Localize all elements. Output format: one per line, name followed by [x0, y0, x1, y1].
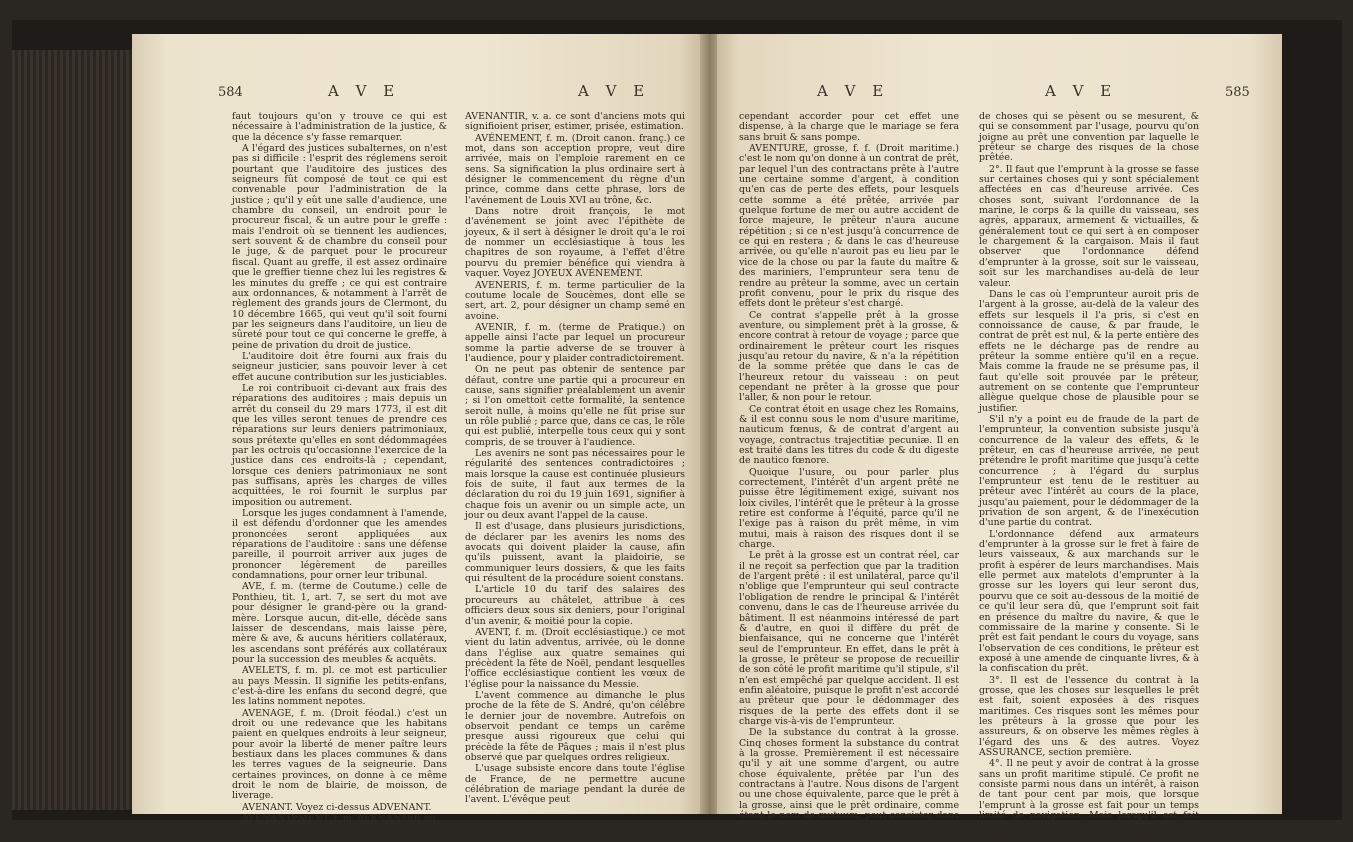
right-page-header [717, 82, 1282, 104]
running-head: A V E [328, 82, 401, 100]
entry-aventure: AVENTURE, grosse, f. f. (Droit maritime.) c'est le nom qu'on donne à un contrat de prêt, par lequel l'un des contractans prête à l'autre une certaine somme d'argent, à condition qu'en cas de perte des effets, pour lesquels cette somme a été prêtée, arrivée par quelque fortune de mer ou autre accident de force majeure, le prêteur n'aura aucune répétition ; si ce n'est jusqu'à concurrence de ce qui en restera ; & dans le cas d'heureuse arrivée, ou qu'elle n'auroit pas eu lieu par le vice de la chose ou par la faute du maître & des mariniers, l'emprunteur sera tenu de rendre au prêteur la somme, avec un certain profit convenu, pour le prix du risque des effets dont le prêteur s'est chargé. [739, 143, 959, 310]
paragraph: De la substance du contrat à la grosse. Cinq choses forment la substance du contrat à la grosse. Premièrement il est nécessaire qu'il y ait une somme d'argent, ou autre chose équivalente, prêtée par l'un des contractans à l'autre. Nous disons de l'argent ou une chose équivalente, parce que le prêt à la grosse, ainsi que le prêt ordinaire, comme étant le nom de mutuum, peut consister dans toute espèce [739, 727, 959, 832]
paragraph: L'ordonnance défend aux armateurs d'emprunter à la grosse sur le fret à faire de leurs vaisseaux, & aux marchands sur le profit à espérer de leurs marchandises. Mais elle permet aux matelots d'emprunter à la grosse sur les loyers qui leur seront dus, pourvu que ce soit au-dessous de la moitié de ce qu'il leur sera dû, que l'emprunt soit fait en présence du maître du navire, & que le commissaire de la marine y consente. Si le prêt est fait pendant le cours du voyage, sans l'observation de ces conditions, le prêteur est exposé à une amende de cinquante livres, & à la confiscation du prêt. [979, 528, 1199, 675]
paragraph: Lorsque les juges condamnent à l'amende, il est défendu d'ordonner que les amendes prononcées seront appliquées aux réparations de l'auditoire : sans une défense pareille, il pourroit arriver aux juges de prononcer légèrement de pareilles condamnations, pour orner leur tribunal. [232, 508, 447, 582]
running-head: A V E [817, 82, 890, 100]
page-number: 585 [1225, 85, 1250, 100]
book-spread [12, 20, 1342, 842]
entry-avenant: AVENANT. Voyez ci-dessus ADVENANT. [242, 801, 432, 813]
paragraph: Le prêt à la grosse est un contrat réel, car il ne reçoit sa perfection que par la tradition de l'argent prêté : il est unilatéral, parce qu'il n'oblige que l'emprunteur qui seul contracte l'obligation de rendre le principal & l'intérêt convenu, dans le cas de l'heureuse arrivée du bâtiment. Il est néanmoins intéressé de part & d'autre, en quoi il diffère du prêt de bienfaisance, qui ne concerne que l'intérêt seul de l'emprunteur. En effet, dans le prêt à la grosse, le prêteur se propose de recueillir de son côté le profit maritime qu'il stipule, s'il n'en est empêché par quelque accident. Il est enfin aléatoire, puisque le profit n'est accordé au prêteur que pour le dédommager des risques de la perte des effets dont il se charge vis-à-vis de l'emprunteur. [739, 550, 959, 727]
paragraph: faut toujours qu'on y trouve ce qui est nécessaire à l'administration de la justice, & que la décence s'y fasse remarquer. [232, 111, 447, 143]
running-head-2: A V E [578, 82, 651, 100]
paragraph: L'usage subsiste encore dans toute l'église de France, de ne permettre aucune célébration de mariage pendant la durée de l'avent. L'évêque peut [465, 763, 685, 806]
paragraph: 4°. Il ne peut y avoir de contrat à la grosse sans un profit maritime stipulé. Ce profit ne consiste parmi nous dans un intérêt, à raison de tant pour cent par mois, que lorsque l'emprunt à la grosse est fait pour un temps limité de navigation. Mais lorsqu'il est fait pour un voyage à certain lieu, il consiste ordinairement dans une somme fixée à [979, 758, 1199, 842]
right-page [717, 34, 1282, 842]
paragraph: Dans notre droit françois, le mot d'avénement se joint avec l'épithète de joyeux, & il sert à désigner le droit qu'a le roi de nommer un ecclésiastique à tous les chapitres de son royaume, à l'effet d'être pourvu du premier bénéfice qui viendra à vaquer. Voyez JOYEUX AVÉNEMENT. [465, 206, 685, 280]
left-page [132, 34, 702, 825]
right-page-column-1 [739, 111, 959, 832]
paragraph: Il est d'usage, dans plusieurs jurisdictions, de déclarer par les avenirs les noms des avocats qui doivent plaider la cause, afin qu'ils puissent, avant la plaidoirie, se communiquer leurs dossiers, & que les faits qui résultent de la procédure soient constans. [465, 521, 685, 585]
entry-aveneris: AVENERIS, f. m. terme particulier de la coutume locale de Soucèmes, dont elle se sert, art. 2, pour désigner un champ semé en avoine. [465, 279, 685, 322]
entry-avenage: AVENAGE, f. m. (Droit féodal.) c'est un droit ou une redevance que les habitans paient en quelques endroits à leur seigneur, pour avoir la liberté de mener paître leurs bestiaux dans les places communes & dans les terres vagues de la seigneurie. Dans certaines provinces, on donne à ce même droit le nom de blairie, de moisson, de liverage. [232, 707, 447, 802]
paragraph: 3°. Il est de l'essence du contrat à la grosse, que les choses sur lesquelles le prêt est fait, soient exposées à des risques maritimes. Ces risques sont les mêmes pour les prêteurs à la grosse que pour les assureurs, & on observe les mêmes règles à l'égard des uns & des autres. Voyez ASSURANCE, section première. [979, 674, 1199, 758]
entry-ave: AVE, f. m. (terme de Coutume.) celle de Ponthieu, tit. 1, art. 7, se sert du mot ave pour désigner le grand-père ou la grand-mère. Lorsque aucun, dit-elle, décède sans laisser de descendans, mais laisse père, mère & ave, & aucuns héritiers collatéraux, les ascendans sont préférés aux collatéraux pour la succession des meubles & acquêts. [232, 581, 447, 665]
paragraph: On ne peut pas obtenir de sentence par défaut, contre une partie qui a procureur en cause, sans signifier préalablement un avenir ; si l'on omettoit cette formalité, la sentence seroit nulle, à moins qu'elle ne fût prise sur un rôle publié ; parce que, dans ce cas, le rôle qui est publié, interpelle tous ceux qui y sont compris, de se trouver à l'audience. [465, 364, 685, 448]
entry-avenantement: AVENANTEMENT, f. m. AVENANTER ou [242, 813, 436, 825]
entry-avenement: AVÉNEMENT, f. m. (Droit canon. franç.) ce mot, dans son acception propre, veut dire arrivée, mais on l'emploie rarement en ce sens. Sa signification la plus ordinaire sert à désigner le commencement du règne d'un prince, comme dans cette phrase, lors de l'avénement de Louis XVI au trône, &c. [465, 132, 685, 206]
paragraph: A l'égard des justices subalternes, on n'est pas si difficile : l'esprit des réglemens seroit pourtant que l'auditoire des justices des seigneurs fût composé de tout ce qui est convenable pour l'administration de la justice ; qu'il y eût une salle d'audience, une chambre du conseil, un endroit pour le procureur fiscal, & un autre pour le greffe : mais l'endroit où se tiennent les audiences, sert souvent & de chambre du conseil pour le juge, & de parquet pour le procureur fiscal. Quant au greffe, il est assez ordinaire que le greffier tienne chez lui les registres & les minutes du greffe ; ce qui est contraire aux ordonnances, & notamment à l'arrêt de règlement des grands jours de Clermont, du 10 décembre 1665, qui veut qu'il soit fourni par les seigneurs dans l'auditoire, un lieu de sûreté pour tout ce qui concerne le greffe, à peine de privation du droit de justice. [232, 143, 447, 351]
entry-avenir: AVENIR, f. m. (terme de Pratique.) on appelle ainsi l'acte par lequel un procureur somme la partie adverse de se trouver à l'audience, pour y plaider contradictoirement. [465, 321, 685, 364]
left-page-column-2 [465, 111, 685, 806]
paragraph: Le roi contribuoit ci-devant aux frais des réparations des auditoires ; mais depuis un arrêt du conseil du 29 mars 1773, il est dit que les villes seront tenues de prendre ces réparations sur leurs deniers patrimoniaux, sous prétexte qu'elles en sont dédommagées par les octrois qu'occasionne l'exercice de la justice dans ces endroits-là ; cependant, lorsque ces deniers patrimoniaux ne sont pas suffisans, après les charges de villes acquittées, le roi fournit le surplus par imposition ou autrement. [232, 382, 447, 508]
paragraph: cependant accorder pour cet effet une dispense, à la charge que le mariage se fera sans bruit & sans pompe. [739, 111, 959, 143]
right-page-column-2 [979, 111, 1200, 842]
entry-avelets: AVELETS, f. m. pl. ce mot est particulier au pays Messin. Il signifie les petits-enfans, c'est-à-dire les enfans du second degré, que les latins nomment nepotes. [232, 665, 447, 708]
left-page-header [132, 82, 702, 104]
paragraph: S'il n'y a point eu de fraude de la part de l'emprunteur, la convention subsiste jusqu'à concurrence de la valeur des effets, & le prêteur, en cas d'heureuse arrivée, ne peut prétendre le profit maritime que jusqu'à cette concurrence ; à l'égard du surplus l'emprunteur est tenu de le restituer au prêteur avec l'intérêt au cours de la place, jusqu'au paiement, pour le dédommager de la privation de son argent, & de l'inexécution d'une partie du contrat. [979, 413, 1199, 529]
page-number: 584 [218, 85, 243, 100]
entry-avenantir: AVENANTIR, v. a. ce sont d'anciens mots qui signifioient priser, estimer, prisée, estimation. [465, 111, 685, 133]
paragraph: L'article 10 du tarif des salaires des procureurs au châtelet, attribue à ces officiers deux sous six deniers, pour l'original d'un avenir, & moitié pour la copie. [465, 584, 685, 627]
paragraph: L'auditoire doit être fourni aux frais du seigneur justicier, sans pouvoir lever à cet effet aucune contribution sur les justiciables. [232, 350, 447, 383]
entry-avent: AVENT, f. m. (Droit ecclésiastique.) ce mot vient du latin adventus, arrivée, où le donne dans l'église aux quatre semaines qui précèdent la fête de Noël, pendant lesquelles l'office ecclésiastique contient les vœux de l'église pour la naissance du Messie. [465, 626, 685, 690]
paragraph: Ce contrat s'appelle prêt à la grosse aventure, ou simplement prêt à la grosse, & encore contrat à retour de voyage ; parce que ordinairement le prêteur court les risques jusqu'au retour du navire, & n'a la répétition de la somme prêtée que dans le cas de l'heureux retour du vaisseau : on peut cependant ne prêter à la grosse que pour l'aller, & non pour le retour. [739, 309, 959, 404]
paragraph: de choses qui se pèsent ou se mesurent, & qui se consomment par l'usage, pourvu qu'on joigne au prêt une convention par laquelle le prêteur se charge des risques de la chose prêtée. [979, 111, 1199, 164]
page-edges [12, 50, 132, 810]
paragraph: Quoique l'usure, ou pour parler plus correctement, l'intérêt d'un argent prêté ne puisse être légitimement exigé, suivant nos loix civiles, l'intérêt que le prêteur à la grosse retire est conforme à l'équité, parce qu'il ne l'exige pas à raison du prêt même, in vim mutui, mais à raison des risques dont il se charge. [739, 466, 959, 551]
left-page-column-1 [232, 111, 447, 825]
paragraph: Dans le cas où l'emprunteur auroit pris de l'argent à la grosse, au-delà de la valeur des effets sur lesquels il l'a pris, si c'est en connoissance de cause, & par fraude, le contrat de prêt est nul, & la perte entière des effets ne le décharge pas de rendre au prêteur la somme entière qu'il en a reçue. Mais comme la fraude ne se présume pas, il faut qu'elle soit prouvée par le prêteur, autrement on se contente que l'emprunteur allègue quelque chose de plausible pour se justifier. [979, 288, 1199, 414]
paragraph: L'avent commence au dimanche le plus proche de la fête de S. André, qu'on célèbre le dernier jour de novembre. Autrefois on observoit pendant ce temps un carême presque aussi rigoureux que celui qui précède la fête de Pâques ; mais il n'est plus observé que par quelques ordres religieux. [465, 689, 685, 763]
paragraph: Les avenirs ne sont pas nécessaires pour le régularité des sentences contradictoires ; mais lorsque la cause est continuée plusieurs fois de suite, il faut aux termes de la déclaration du roi du 19 juin 1691, signifier à chaque fois un avenir ou un simple acte, un jour ou deux avant l'appel de la cause. [465, 448, 685, 522]
paragraph: 2°. Il faut que l'emprunt à la grosse se fasse sur certaines choses qui y sont spécialement affectées en cas d'heureuse arrivée. Ces choses sont, suivant l'ordonnance de la marine, le corps & la quille du vaisseau, ses agrès, apparaux, armement & victuailles, & généralement tout ce qui sert à en composer le chargement & la cargaison. Mais il faut observer que l'ordonnance défend d'emprunter à la grosse, soit sur le vaisseau, soit sur les marchandises au-delà de leur valeur. [979, 163, 1200, 289]
paragraph: Ce contrat étoit en usage chez les Romains, & il est connu sous le nom d'usure maritime, nauticum fœnus, & de contrat d'argent au voyage, contractus trajectitiæ pecuniæ. Il en est traité dans les titres du code & du digeste de nautico fœnore. [739, 403, 959, 467]
running-head-2: A V E [1045, 82, 1118, 100]
